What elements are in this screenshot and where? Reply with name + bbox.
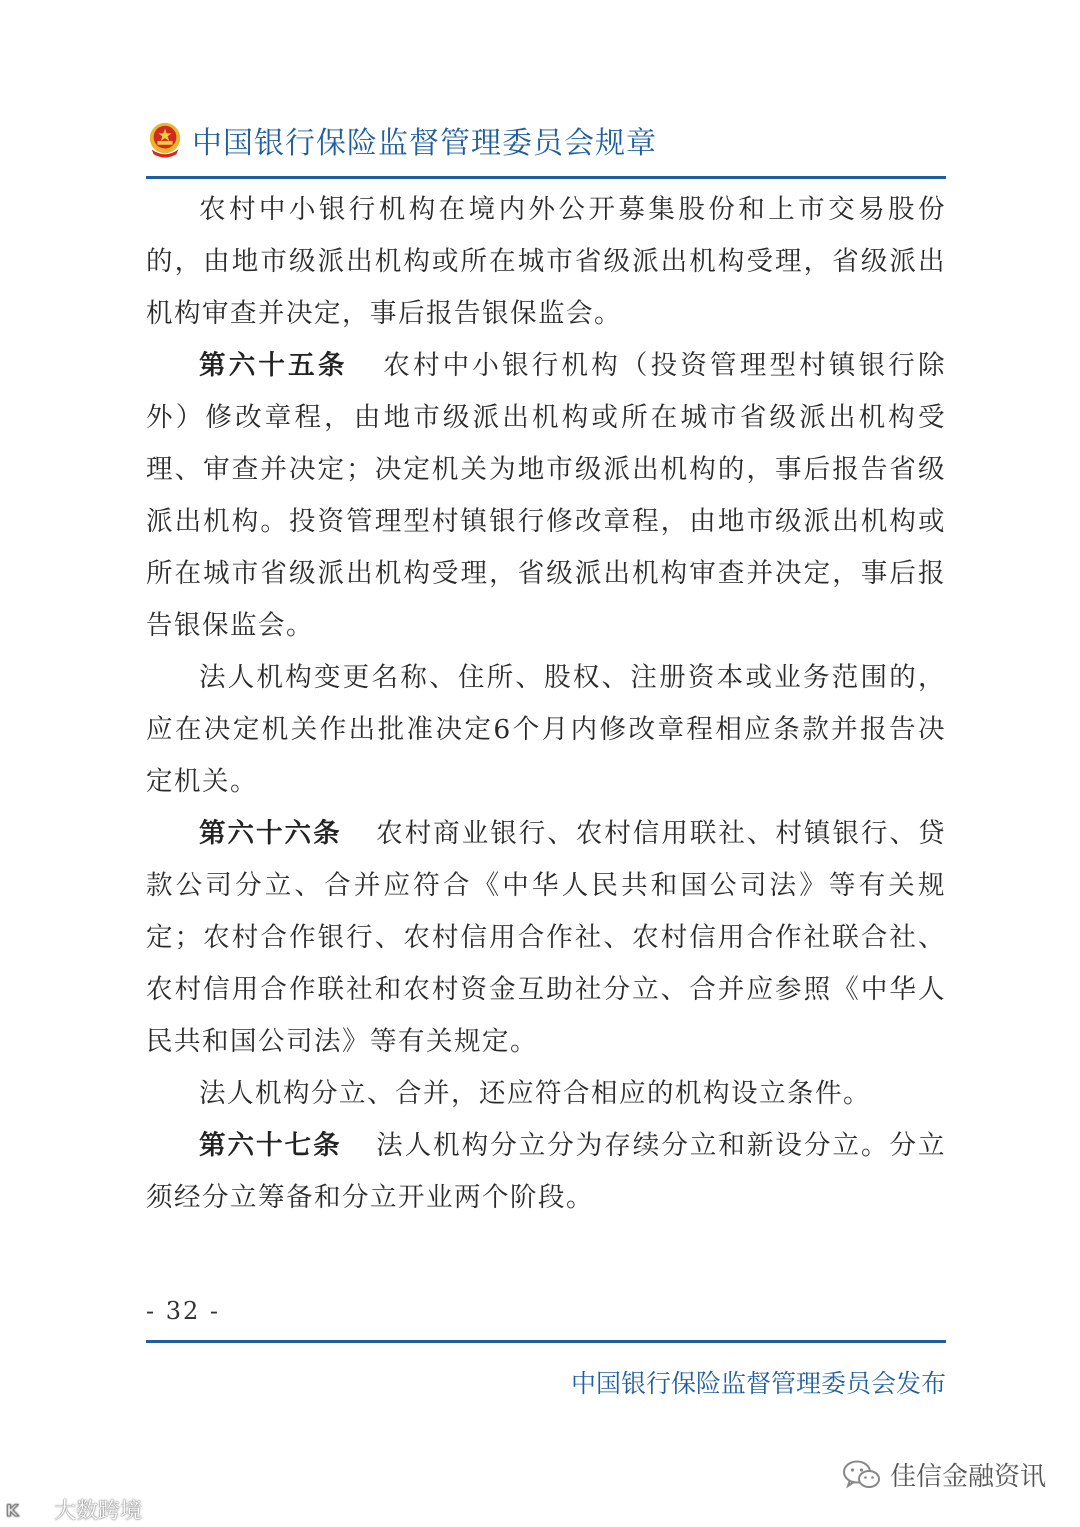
article-title: 第六十五条 [199,350,348,381]
article-title: 第六十六条 [199,818,342,849]
article-65 [146,340,946,652]
svg-text:K: K [6,1500,19,1520]
footer-divider [146,1340,946,1343]
watermark-right-text: 佳信金融资讯 [889,1462,1046,1492]
header-title: 中国银行保险监督管理委员会规章 [192,126,657,161]
document-header [146,118,657,162]
watermark-logo-icon [6,1499,50,1521]
article-67 [146,1120,946,1224]
header-divider [146,176,946,179]
paragraph: 法人机构分立、合并，还应符合相应的机构设立条件。 [199,1078,871,1109]
watermark-left-text: 大数跨境 [54,1499,143,1524]
article-66 [146,808,946,1068]
article-title: 第六十七条 [199,1130,342,1161]
publisher-line: 中国银行保险监督管理委员会发布 [570,1369,946,1398]
watermark-left [6,1494,142,1525]
national-emblem-icon [146,121,184,159]
article-body: 法人机构分立分为存续分立和新设分立。分立须经分立筹备和分立开业两个阶段。 [146,1130,947,1213]
article-body: 农村商业银行、农村信用联社、村镇银行、贷款公司分立、合并应符合《中华人民共和国公司法》等有关规定；农村合作银行、农村信用合作社、农村信用合作社联合社、农村信用合作联社和农村资金互助社分立、合并应参照《中华人民共和国公司法》等有关规定。 [146,818,947,1057]
page-number: - 32 - [146,1297,221,1325]
paragraph: 农村中小银行机构在境内外公开募集股份和上市交易股份的，由地市级派出机构或所在城市省级派出机构受理，省级派出机构审查并决定，事后报告银保监会。 [146,194,946,329]
watermark-right [842,1456,1046,1493]
document-body [146,184,946,1224]
wechat-icon [842,1458,882,1492]
paragraph: 法人机构变更名称、住所、股权、注册资本或业务范围的，应在决定机关作出批准决定6个月内修改章程相应条款并报告决定机关。 [146,662,946,797]
article-body: 农村中小银行机构（投资管理型村镇银行除外）修改章程，由地市级派出机构或所在城市省级派出机构受理、审查并决定；决定机关为地市级派出机构的，事后报告省级派出机构。投资管理型村镇银行修改章程，由地市级派出机构或所在城市省级派出机构受理，省级派出机构审查并决定，事后报告银保监会。 [146,350,947,641]
